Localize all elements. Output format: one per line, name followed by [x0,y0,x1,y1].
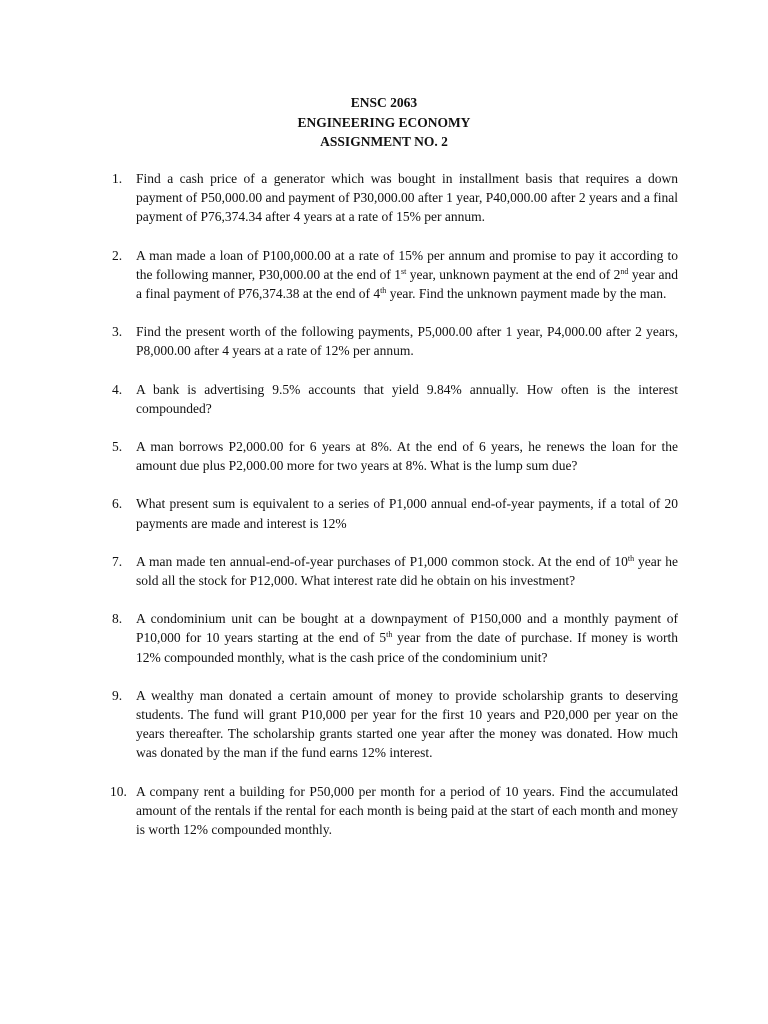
question-5 [112,437,678,475]
question-number: 7. [112,553,123,569]
course-code: ENSC 2063 [350,95,418,110]
question-number: 9. [112,687,123,703]
question-number: 10. [110,783,127,799]
question-text: A bank is advertising 9.5% accounts that yield 9.84% annually. How often is the interest compounded? [136,381,678,416]
question-7 [112,552,678,590]
question-text: A condominium unit can be bought at a downpayment of P150,000 and a monthly payment of P10,000 for 10 years starting at the end of 5th year from the date of purchase. If money is worth 12% compounded monthly, what is the cash price of the condominium unit? [136,611,678,665]
question-text: A man borrows P2,000.00 for 6 years at 8%. At the end of 6 years, he renews the loan for the amount due plus P2,000.00 more for two years at 8%. What is the lump sum due? [136,439,678,474]
question-number: 3. [112,324,123,340]
question-3 [112,322,678,360]
subject-title: ENGINEERING ECONOMY [297,114,471,130]
question-2 [112,246,678,304]
question-list [112,169,678,858]
question-10 [112,782,678,840]
question-text: A man made a loan of P100,000.00 at a rate of 15% per annum and promise to pay it according to the following manner, P30,000.00 at the end of 1st year, unknown payment at the end of 2nd year and a final payment of P76,374.38 at the end of 4th year. Find the unknown payment made by the man. [136,247,678,302]
question-number: 5. [112,439,123,455]
question-text: A wealthy man donated a certain amount of money to provide scholarship grants to deserving students. The fund will grant P10,000 per year for the first 10 years and P20,000 per year on the years thereafter. The scholarship grants started one year after the money was donated. How much was donated by the man if the fund earns 12% interest. [136,687,678,761]
question-4 [112,380,678,418]
question-text: Find the present worth of the following payments, P5,000.00 after 1 year, P4,000.00 after 2 years, P8,000.00 after 4 years at a rate of 12% per annum. [136,324,678,359]
assignment-title: ASSIGNMENT NO. 2 [320,134,448,149]
question-text: What present sum is equivalent to a series of P1,000 annual end-of-year payments, if a total of 20 payments are made and interest is 12% [136,496,678,531]
question-text: Find a cash price of a generator which was bought in installment basis that requires a down payment of P50,000.00 and payment of P30,000.00 after 1 year, P40,000.00 after 2 years and a final payment of P76,374.34 after 4 years at a rate of 15% per annum. [136,171,678,225]
question-number: 8. [112,611,123,627]
question-9 [112,686,678,763]
document-header [0,93,768,152]
question-number: 2. [112,247,123,263]
question-8 [112,609,678,667]
question-text: A company rent a building for P50,000 per month for a period of 10 years. Find the accumulated amount of the rentals if the rental for each month is being paid at the start of each month and money is worth 12% compounded monthly. [136,783,678,838]
question-1 [112,169,678,227]
question-6 [112,494,678,532]
question-number: 6. [112,496,123,512]
question-text: A man made ten annual-end-of-year purchases of P1,000 common stock. At the end of 10th year he sold all the stock for P12,000. What interest rate did he obtain on his investment? [136,553,678,589]
question-number: 1. [112,171,123,186]
question-number: 4. [112,381,123,397]
